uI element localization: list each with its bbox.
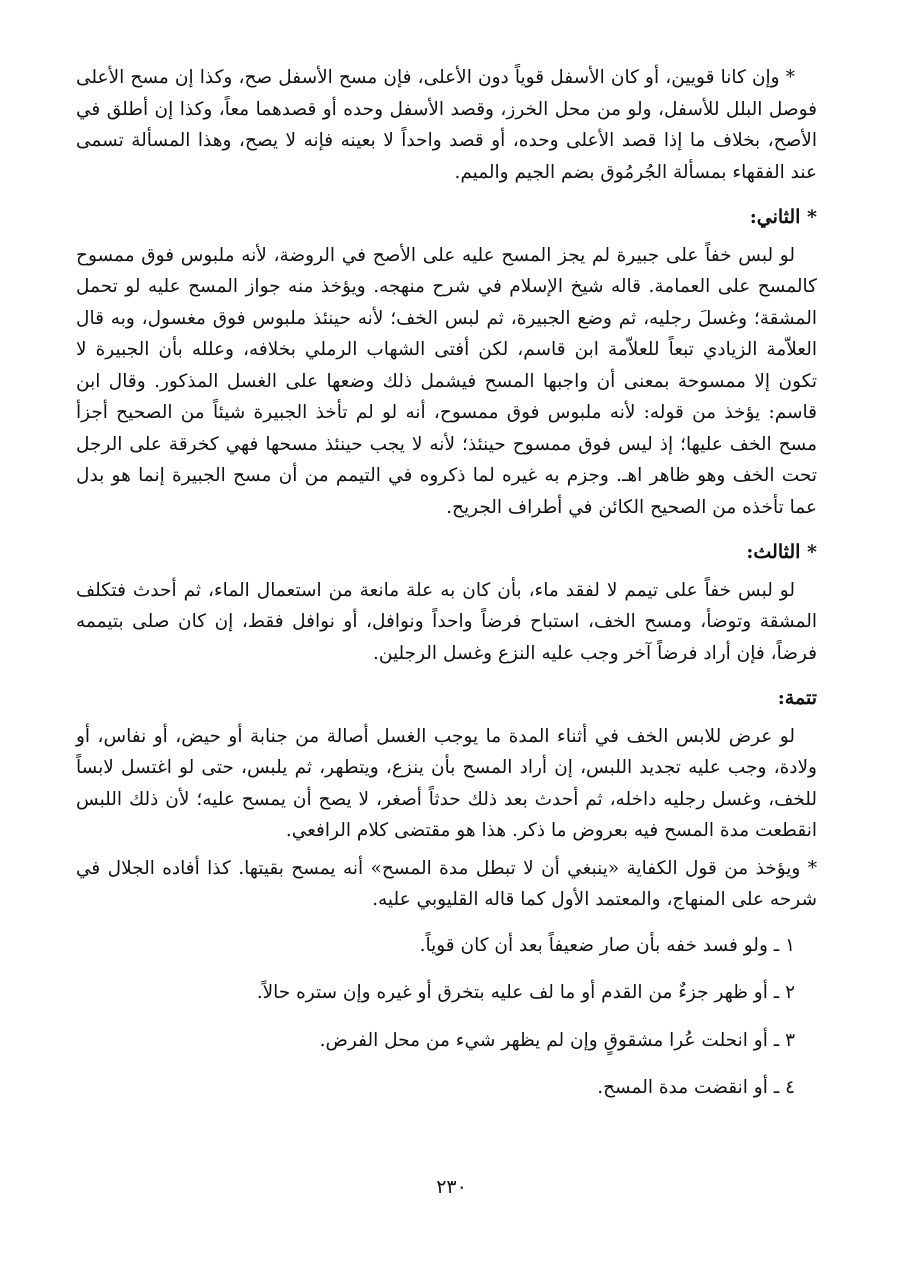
heading-second: * الثاني: [749,206,817,228]
list-item: ١ ـ ولو فسد خفه بأن صار ضعيفاً بعد أن كان قوياً. [419,934,795,956]
heading-supplement: تتمة: [777,687,817,709]
list-item: ٤ ـ أو انقضت مدة المسح. [597,1077,795,1098]
paragraph-jurmuq: * وإن كانا قويين، أو كان الأسفل قوياً دون الأعلى، فإن مسح الأسفل صح، وكذا إن مسح الأعلى فوصل البلل للأسفل، ولو من محل الخرز، وقصد الأسفل وحده أو قصدهما معاً، وكذا إن أطلق في الأصح، بخلاف ما إذا قصد الأعلى وحده، أو قصد واحداً لا بعينه فإنه لا يصح، وهذا المسألة تسمى عند الفقهاء بمسألة الجُرمُوق بضم الجيم والميم. [76,67,817,183]
paragraph-tayammum: لو لبس خفاً على تيمم لا لفقد ماء، بأن كان به علة مانعة من استعمال الماء، ثم أحدث فتكلف المشقة وتوضأ، ومسح الخف، استباح فرضاً واحداً ونوافل، أو نوافل فقط، إن كان صلى بتيممه فرضاً، فإن أراد فرضاً آخر وجب عليه النزع وغسل الرجلين. [76,579,817,664]
spacer [76,188,817,202]
spacer [76,916,817,930]
spacer [76,669,817,683]
list-item: ٢ ـ أو ظهر جزءٌ من القدم أو ما لف عليه بتخرق أو غيره وإن ستره حالاً. [256,982,795,1003]
spacer [76,523,817,537]
paragraph-ghusl: لو عرض للابس الخف في أثناء المدة ما يوجب الغسل أصالة من جنابة أو حيض، أو نفاس، أو ولادة، وجب عليه تجديد اللبس، إن أراد المسح بأن ينزع، ويتطهر، ثم يلبس، حتى لو اغتسل لابساً للخف، وغسل رجليه داخله، ثم أحدث بعد ذلك حدثاً أصغر، لا يصح أن يمسح عليه؛ لأن ذلك اللبس انقطعت مدة المسح فيه بعروض ما ذكر. هذا هو مقتضى كلام الرافعي. [76,725,817,841]
heading-third: * الثالث: [746,541,817,563]
paragraph-splint: لو لبس خفاً على جبيرة لم يجز المسح عليه على الأصح في الروضة، لأنه ملبوس فوق ممسوح كالمسح على العمامة. قاله شيخ الإسلام في شرح منهجه. ويؤخذ منه جواز المسح عليه لو تحمل المشقة؛ وغسلَ رجليه، ثم وضع الجبيرة، ثم لبس الخف؛ لأنه حينئذ ملبوس فوق مغسول، وبه قال العلاّمة الزيادي تبعاً للعلاّمة ابن قاسم، لكن أفتى الشهاب الرملي بخلافه، وعلله بأن الجبيرة لا تكون إلا ممسوحة بمعنى أن واجبها المسح فيشمل ذلك وضعها على الغسل المذكور. وقال ابن قاسم: يؤخذ من قوله: لأنه ملبوس فوق ممسوح، أنه لو لم تأخذ الجبيرة شيئاً من الصحيح أجزأ مسح الخف عليها؛ إذ ليس فوق ممسوح حينئذ؛ لأنه لا يجب حينئذ مسحها فهي كخرقة على الرجل تحت الخف وهو ظاهر اهـ. وجزم به غيره لما ذكروه في التيمم من أن مسح الجبيرة إنما هو بدل عما تأخذه من الصحيح الكائن في أطراف الجريح. [76,244,817,518]
invalidators-list [76,930,817,1104]
list-item: ٣ ـ أو انحلت عُرا مشقوقٍ وإن لم يظهر شيء من محل الفرض. [319,1029,795,1051]
paragraph-kifaya: * ويؤخذ من قول الكفاية «ينبغي أن لا تبطل مدة المسح» أنه يمسح بقيتها. كذا أفاده الجلال في شرحه على المنهاج، والمعتمد الأول كما قاله القليوبي عليه. [76,857,817,910]
page-number: ٢٣٠ [436,1176,467,1198]
